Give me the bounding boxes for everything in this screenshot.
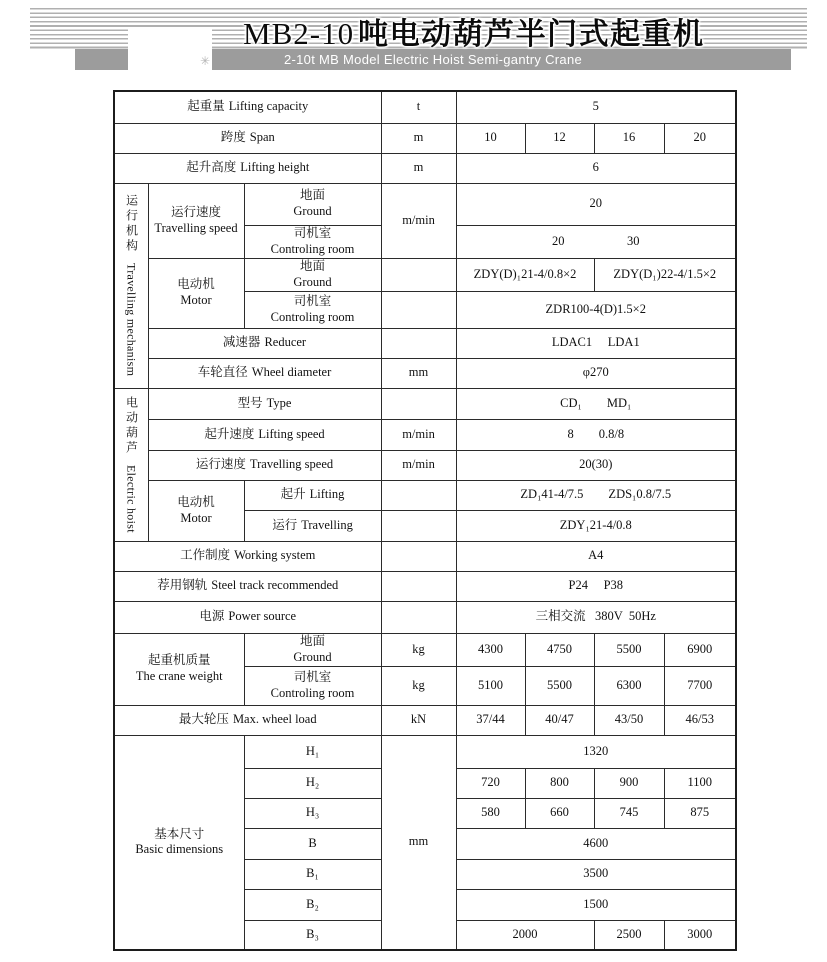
hoist-motor-lifting-unit — [381, 480, 456, 510]
basic-dimensions-unit: mm — [381, 735, 456, 950]
label-cn: 起重量 — [187, 99, 225, 114]
label-cn: 电动机 — [177, 277, 215, 292]
dim-h3-value-2: 660 — [525, 798, 594, 828]
label-cn: 荐用钢轨 — [157, 578, 208, 593]
label-en: Lifting — [309, 487, 345, 502]
power-source-label — [114, 601, 381, 633]
label-cn: 型号 — [237, 395, 263, 410]
group-travelling-mechanism — [114, 183, 148, 388]
group-label-en: Travelling mechanism — [124, 263, 139, 377]
span-label — [114, 123, 381, 153]
row-max-wheel-load — [114, 705, 736, 735]
lifting-height-value: 6 — [456, 153, 736, 183]
hoist-motor-travelling-value: ZDY₁21-4/0.8 — [456, 510, 736, 541]
label-cn: 地面 — [300, 258, 326, 273]
label-cn: 基本尺寸 — [154, 826, 205, 841]
dim-h3-value-1: 580 — [456, 798, 525, 828]
hoist-type-unit — [381, 388, 456, 419]
dim-b3-value-4: 3000 — [664, 920, 736, 950]
label-en: Ground — [293, 649, 332, 664]
working-system-label — [114, 541, 381, 571]
tm-speed-ground-label — [244, 183, 381, 225]
dim-b1-label: B₁ — [244, 859, 381, 889]
dim-h2-value-3: 900 — [594, 768, 664, 798]
dim-h1-value: 1320 — [456, 735, 736, 768]
label-en: Power source — [228, 609, 297, 624]
wheel-diameter-unit: mm — [381, 358, 456, 388]
weight-ground-value-2: 4750 — [525, 633, 594, 666]
row-weight-ground — [114, 633, 736, 666]
wheel-diameter-label — [148, 358, 381, 388]
label-en: Motor — [180, 510, 212, 525]
group-label-en: Electric hoist — [124, 465, 139, 533]
tm-motor-room-value: ZDR100-4(D)1.5×2 — [456, 291, 736, 328]
tm-motor-room-label — [244, 291, 381, 328]
dim-h1-label: H₁ — [244, 735, 381, 768]
dim-h2-label: H₂ — [244, 768, 381, 798]
lifting-speed-unit: m/min — [381, 419, 456, 450]
label-cn: 司机室 — [293, 293, 332, 308]
max-wheel-load-value-2: 40/47 — [525, 705, 594, 735]
reducer-unit — [381, 328, 456, 358]
title-model: MB2-10 — [243, 16, 355, 51]
hoist-motor-label — [148, 480, 244, 541]
max-wheel-load-label — [114, 705, 381, 735]
hoist-motor-lifting-label — [244, 480, 381, 510]
lifting-capacity-label — [114, 91, 381, 123]
logo-placeholder — [128, 28, 212, 72]
dim-h3-value-4: 875 — [664, 798, 736, 828]
weight-ground-value-3: 5500 — [594, 633, 664, 666]
group-electric-hoist — [114, 388, 148, 541]
span-value-4: 20 — [664, 123, 736, 153]
tm-speed-ground-value: 20 — [456, 183, 736, 225]
label-cn: 起升速度 — [204, 426, 255, 441]
label-cn: 工作制度 — [180, 548, 231, 563]
reducer-value: LDAC1 LDA1 — [456, 328, 736, 358]
tm-motor-ground-unit — [381, 258, 456, 291]
tm-motor-ground-value-2: ZDY(D₁)22-4/1.5×2 — [594, 258, 736, 291]
row-power-source — [114, 601, 736, 633]
weight-room-label — [244, 666, 381, 705]
label-cn: 电动机 — [177, 494, 215, 509]
dim-b-value: 4600 — [456, 828, 736, 859]
label-en: Working system — [234, 548, 316, 563]
dim-h2-value-2: 800 — [525, 768, 594, 798]
max-wheel-load-value-3: 43/50 — [594, 705, 664, 735]
label-en: Motor — [180, 293, 212, 307]
working-system-value: A4 — [456, 541, 736, 571]
label-cn: 跨度 — [220, 130, 246, 145]
group-label-cn: 电动葫芦 — [124, 396, 139, 457]
hoist-travel-speed-value: 20(30) — [456, 450, 736, 480]
dim-b-label: B — [244, 828, 381, 859]
weight-room-value-4: 7700 — [664, 666, 736, 705]
row-hoist-travel-speed — [114, 450, 736, 480]
label-en: Controling room — [270, 685, 355, 700]
label-en: Span — [249, 130, 275, 145]
label-cn: 最大轮压 — [178, 712, 229, 727]
lifting-height-label — [114, 153, 381, 183]
steel-track-label — [114, 571, 381, 601]
weight-room-value-3: 6300 — [594, 666, 664, 705]
label-cn: 司机室 — [293, 225, 332, 240]
span-value-1: 10 — [456, 123, 525, 153]
crane-weight-label — [114, 633, 244, 705]
weight-ground-value-4: 6900 — [664, 633, 736, 666]
working-system-unit — [381, 541, 456, 571]
hoist-motor-travelling-unit — [381, 510, 456, 541]
lifting-height-unit: m — [381, 153, 456, 183]
dim-h3-value-3: 745 — [594, 798, 664, 828]
max-wheel-load-value-4: 46/53 — [664, 705, 736, 735]
lifting-capacity-unit: t — [381, 91, 456, 123]
dim-b1-value: 3500 — [456, 859, 736, 889]
lifting-capacity-value: 5 — [456, 91, 736, 123]
tm-motor-ground-label — [244, 258, 381, 291]
tm-speed-label — [148, 183, 244, 258]
label-cn: 运行速度 — [170, 204, 221, 219]
row-tm-motor-ground — [114, 258, 736, 291]
spec-table — [113, 90, 737, 951]
row-hoist-type — [114, 388, 736, 419]
label-cn: 地面 — [300, 633, 326, 648]
hoist-type-value: CD₁ MD₁ — [456, 388, 736, 419]
tm-speed-room-label — [244, 225, 381, 258]
group-label-cn: 运行机构 — [124, 194, 139, 255]
dim-h2-value-1: 720 — [456, 768, 525, 798]
wheel-diameter-value: φ270 — [456, 358, 736, 388]
row-wheel-diameter — [114, 358, 736, 388]
dim-h3-label: H₃ — [244, 798, 381, 828]
label-cn: 运行速度 — [195, 457, 246, 472]
weight-room-value-2: 5500 — [525, 666, 594, 705]
span-value-2: 12 — [525, 123, 594, 153]
label-en: Travelling speed — [249, 457, 334, 472]
max-wheel-load-value-1: 37/44 — [456, 705, 525, 735]
row-lifting-speed — [114, 419, 736, 450]
dim-b2-value: 1500 — [456, 889, 736, 920]
tm-speed-unit: m/min — [381, 183, 456, 258]
dim-b3-value-12: 2000 — [456, 920, 594, 950]
label-cn: 起升高度 — [186, 160, 237, 175]
row-lifting-capacity — [114, 91, 736, 123]
hoist-travel-speed-label — [148, 450, 381, 480]
row-hoist-motor-lifting — [114, 480, 736, 510]
label-cn: 电源 — [199, 609, 225, 624]
reducer-label — [148, 328, 381, 358]
title-chinese: 吨电动葫芦半门式起重机 — [358, 18, 705, 51]
hoist-motor-lifting-value: ZD₁41-4/7.5 ZDS₁0.8/7.5 — [456, 480, 736, 510]
power-source-unit — [381, 601, 456, 633]
label-en: Type — [266, 395, 292, 410]
row-span — [114, 123, 736, 153]
span-unit: m — [381, 123, 456, 153]
lifting-speed-value: 8 0.8/8 — [456, 419, 736, 450]
label-en: Travelling — [301, 517, 353, 532]
label-en: Travelling speed — [154, 220, 238, 235]
weight-ground-unit: kg — [381, 633, 456, 666]
label-cn: 起升 — [280, 487, 306, 502]
label-en: The crane weight — [135, 669, 223, 683]
hoist-type-label — [148, 388, 381, 419]
label-en: Lifting capacity — [228, 99, 309, 114]
weight-room-unit: kg — [381, 666, 456, 705]
tm-motor-ground-value-1: ZDY(D)₁21-4/0.8×2 — [456, 258, 594, 291]
row-working-system — [114, 541, 736, 571]
label-cn: 地面 — [300, 188, 326, 203]
label-en: Ground — [293, 204, 332, 218]
label-en: Max. wheel load — [232, 712, 317, 727]
lifting-speed-label — [148, 419, 381, 450]
row-reducer — [114, 328, 736, 358]
tm-motor-room-unit — [381, 291, 456, 328]
label-en: Reducer — [264, 335, 307, 350]
label-en: Wheel diameter — [251, 365, 332, 380]
label-cn: 起重机质量 — [147, 653, 211, 668]
label-en: Controling room — [270, 309, 355, 324]
dim-b3-value-3: 2500 — [594, 920, 664, 950]
row-steel-track — [114, 571, 736, 601]
stamp-icon: ✳ — [199, 54, 210, 68]
label-en: Steel track recommended — [211, 578, 339, 593]
dim-b2-label: B₂ — [244, 889, 381, 920]
label-en: Lifting speed — [258, 426, 325, 441]
row-lifting-height — [114, 153, 736, 183]
label-cn: 减速器 — [222, 335, 261, 350]
weight-room-value-1: 5100 — [456, 666, 525, 705]
label-en: Basic dimensions — [135, 842, 224, 857]
weight-ground-label — [244, 633, 381, 666]
label-en: Lifting height — [240, 160, 310, 175]
dim-h2-value-4: 1100 — [664, 768, 736, 798]
max-wheel-load-unit: kN — [381, 705, 456, 735]
label-en: Controling room — [270, 241, 355, 256]
tm-motor-label — [148, 258, 244, 328]
row-dim-h1 — [114, 735, 736, 768]
steel-track-value: P24 P38 — [456, 571, 736, 601]
page-subtitle: 2-10t MB Model Electric Hoist Semi-gantry Crane — [283, 52, 583, 67]
weight-ground-value-1: 4300 — [456, 633, 525, 666]
tm-speed-room-value: 20 30 — [456, 225, 736, 258]
dim-b3-label: B₃ — [244, 920, 381, 950]
label-cn: 司机室 — [293, 669, 332, 684]
hoist-motor-travelling-label — [244, 510, 381, 541]
page-title — [243, 9, 705, 51]
row-tm-speed-ground — [114, 183, 736, 225]
basic-dimensions-label — [114, 735, 244, 950]
span-value-3: 16 — [594, 123, 664, 153]
label-cn: 运行 — [272, 517, 298, 532]
hoist-travel-speed-unit: m/min — [381, 450, 456, 480]
power-source-value: 三相交流 380V 50Hz — [456, 601, 736, 633]
label-cn: 车轮直径 — [197, 365, 248, 380]
steel-track-unit — [381, 571, 456, 601]
label-en: Ground — [293, 274, 332, 289]
